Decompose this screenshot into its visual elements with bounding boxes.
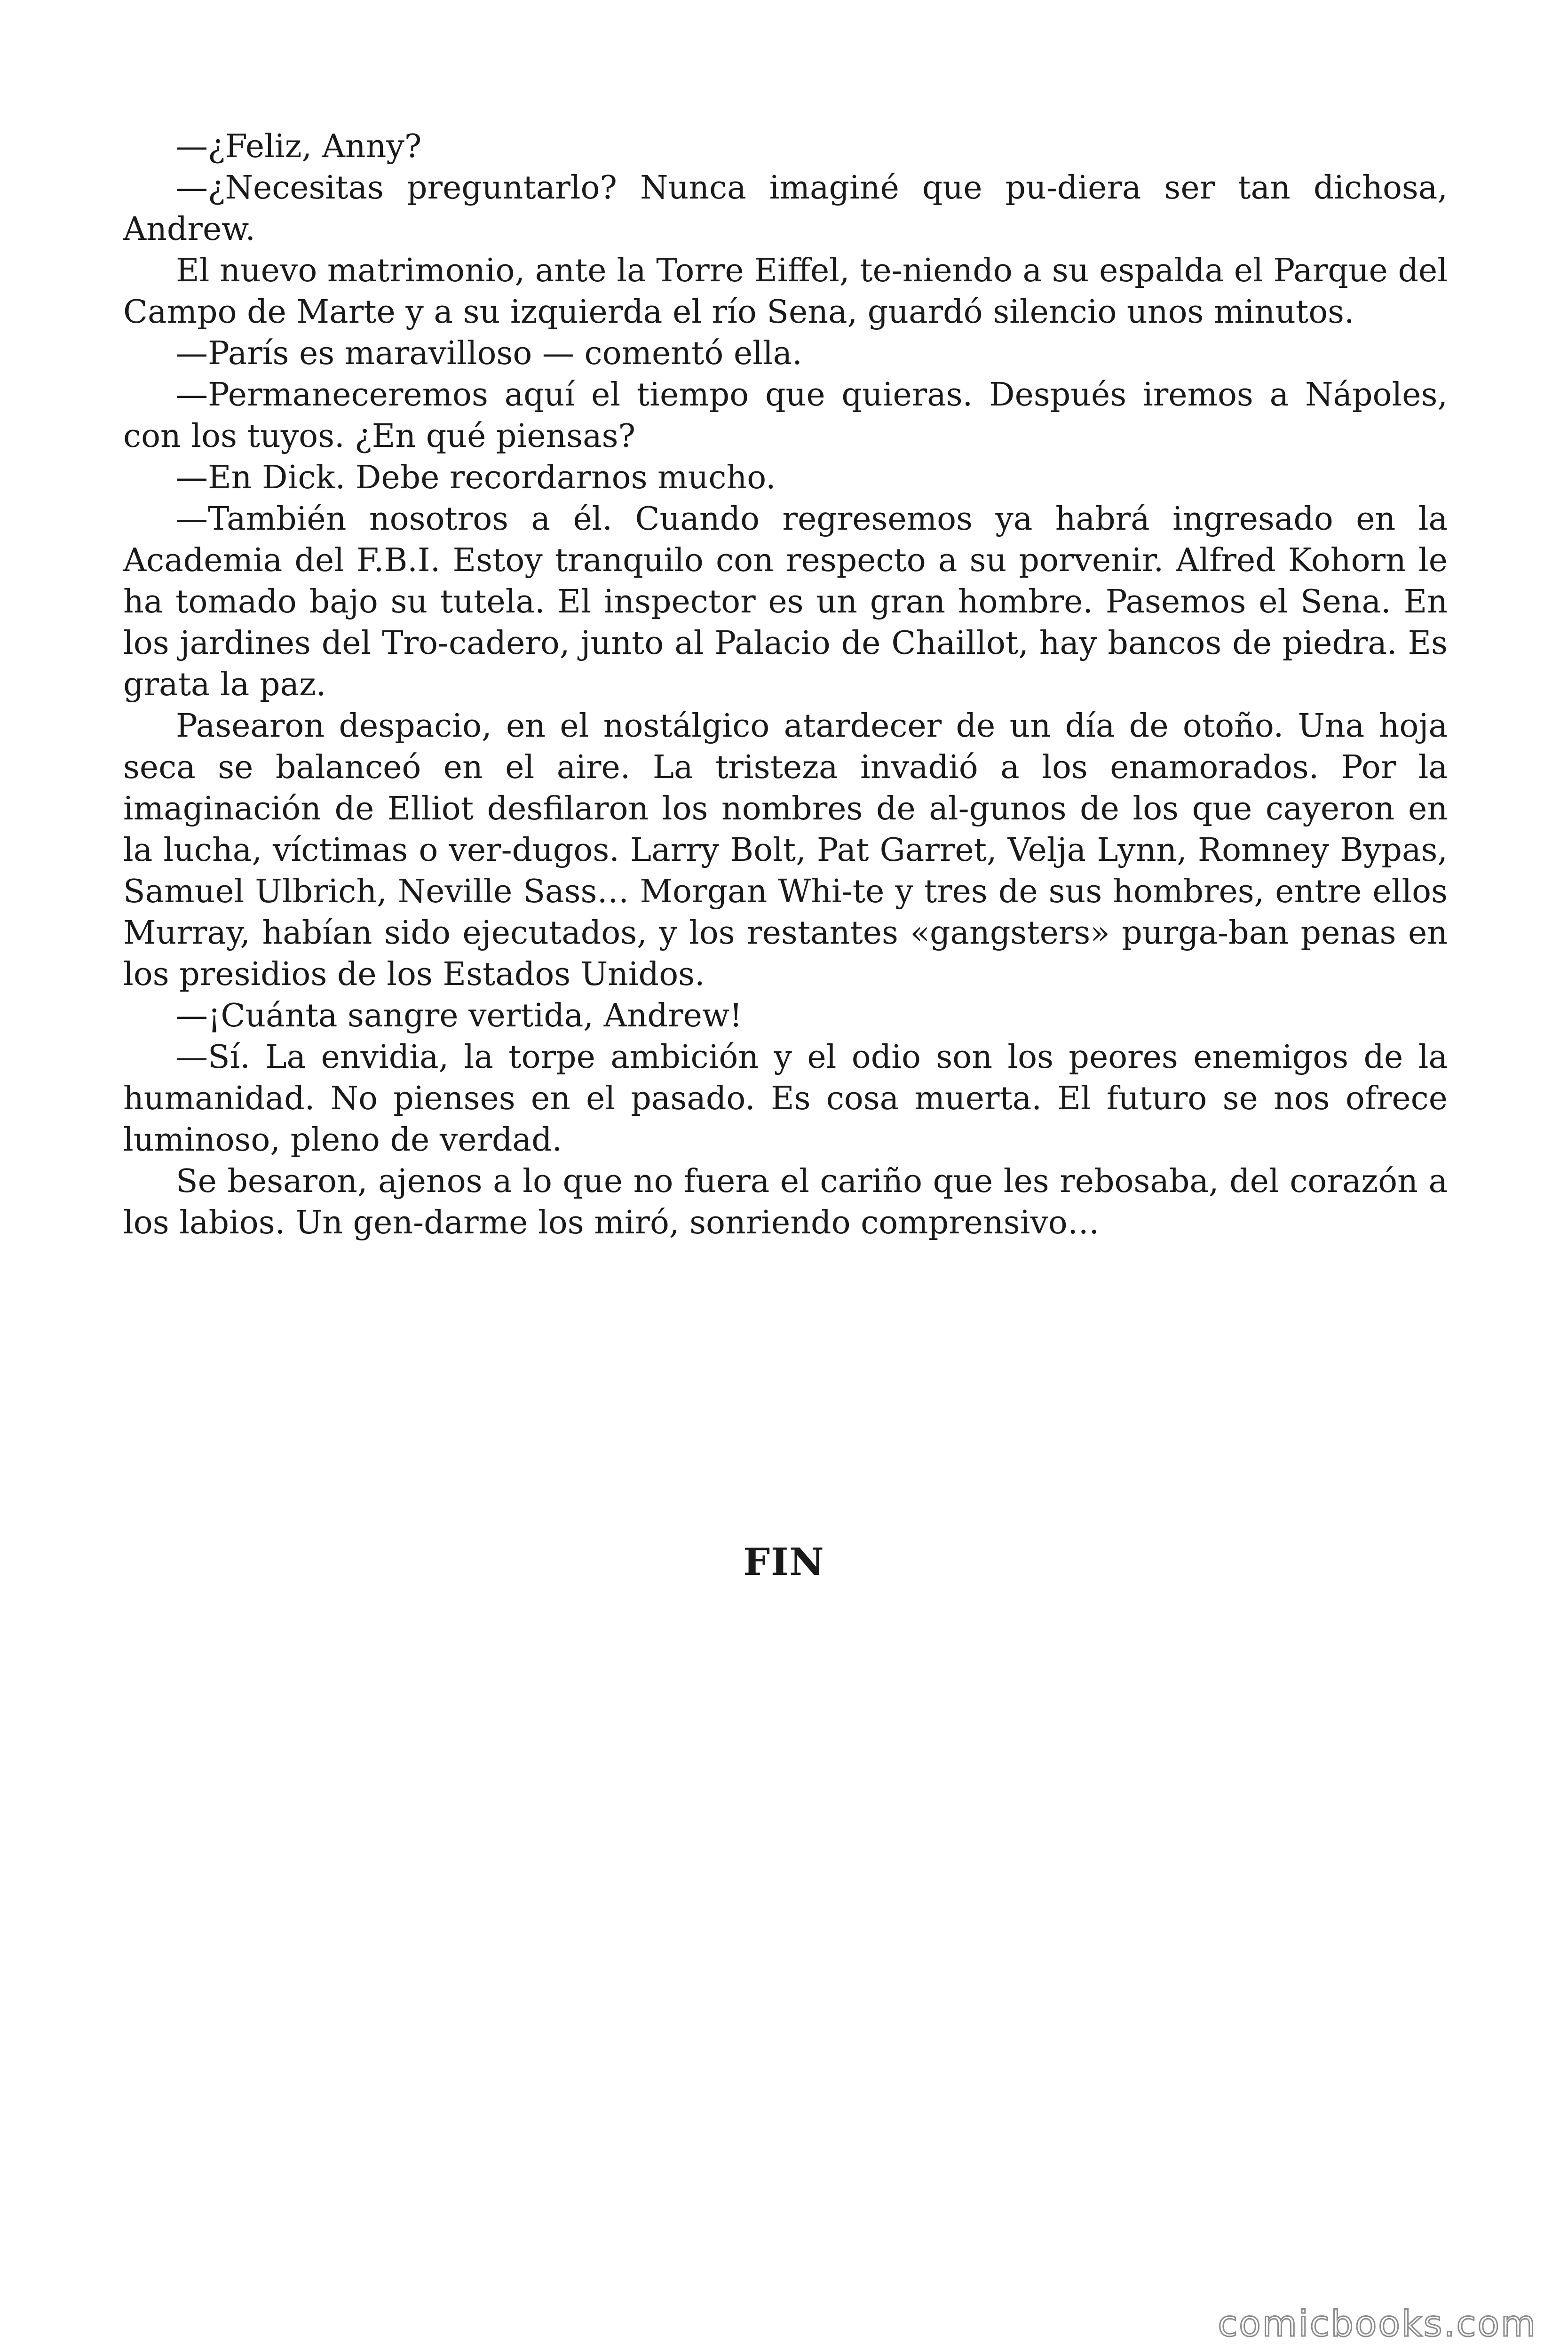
paragraph: —¿Necesitas preguntarlo? Nunca imaginé que pu-diera ser tan dichosa, Andrew. <box>123 169 1448 248</box>
paragraph: Pasearon despacio, en el nostálgico atardecer de un día de otoño. Una hoja seca se balanceó en el aire. La tristeza invadió a los enamorados. Por la imaginación de Elliot desfilaron los nombres de al-gunos de los que cayeron en la lucha, víctimas o ver-dugos. Larry Bolt, Pat Garret, Velja Lynn, Romney Bypas, Samuel Ulbrich, Neville Sass… Morgan Whi-te y tres de sus hombres, entre ellos Murray, habían sido ejecutados, y los restantes «gangsters» purga-ban penas en los presidios de los Estados Unidos. <box>123 707 1448 993</box>
paragraph: —Sí. La envidia, la torpe ambición y el odio son los peores enemigos de la humanidad. No pienses en el pasado. Es cosa muerta. El futuro se nos ofrece luminoso, pleno de verdad. <box>123 1039 1448 1159</box>
paragraph: —París es maravilloso — comentó ella. <box>176 335 802 372</box>
paragraph: —¡Cuánta sangre vertida, Andrew! <box>176 997 743 1034</box>
paragraph: El nuevo matrimonio, ante la Torre Eiffel, te-niendo a su espalda el Parque del Campo de Marte y a su izquierda el río Sena, guardó silencio unos minutos. <box>123 252 1448 331</box>
body-text <box>123 126 1448 1244</box>
paragraph: —También nosotros a él. Cuando regresemos ya habrá ingresado en la Academia del F.B.I. Estoy tranquilo con respecto a su porvenir. Alfred Kohorn le ha tomado bajo su tutela. El inspector es un gran hombre. Pasemos el Sena. En los jardines del Tro-cadero, junto al Palacio de Chaillot, hay bancos de piedra. Es grata la paz. <box>123 501 1448 703</box>
paragraph: —En Dick. Debe recordarnos mucho. <box>176 459 776 496</box>
paragraph: —Permaneceremos aquí el tiempo que quieras. Después iremos a Nápoles, con los tuyos. ¿En qué piensas? <box>123 376 1448 455</box>
watermark: comicbooks.com <box>1218 2303 1537 2344</box>
paragraph: —¿Feliz, Anny? <box>176 128 422 165</box>
end-mark: FIN <box>743 1540 825 1584</box>
paragraph: Se besaron, ajenos a lo que no fuera el cariño que les rebosaba, del corazón a los labios. Un gen-darme los miró, sonriendo comprensivo… <box>123 1163 1448 1241</box>
